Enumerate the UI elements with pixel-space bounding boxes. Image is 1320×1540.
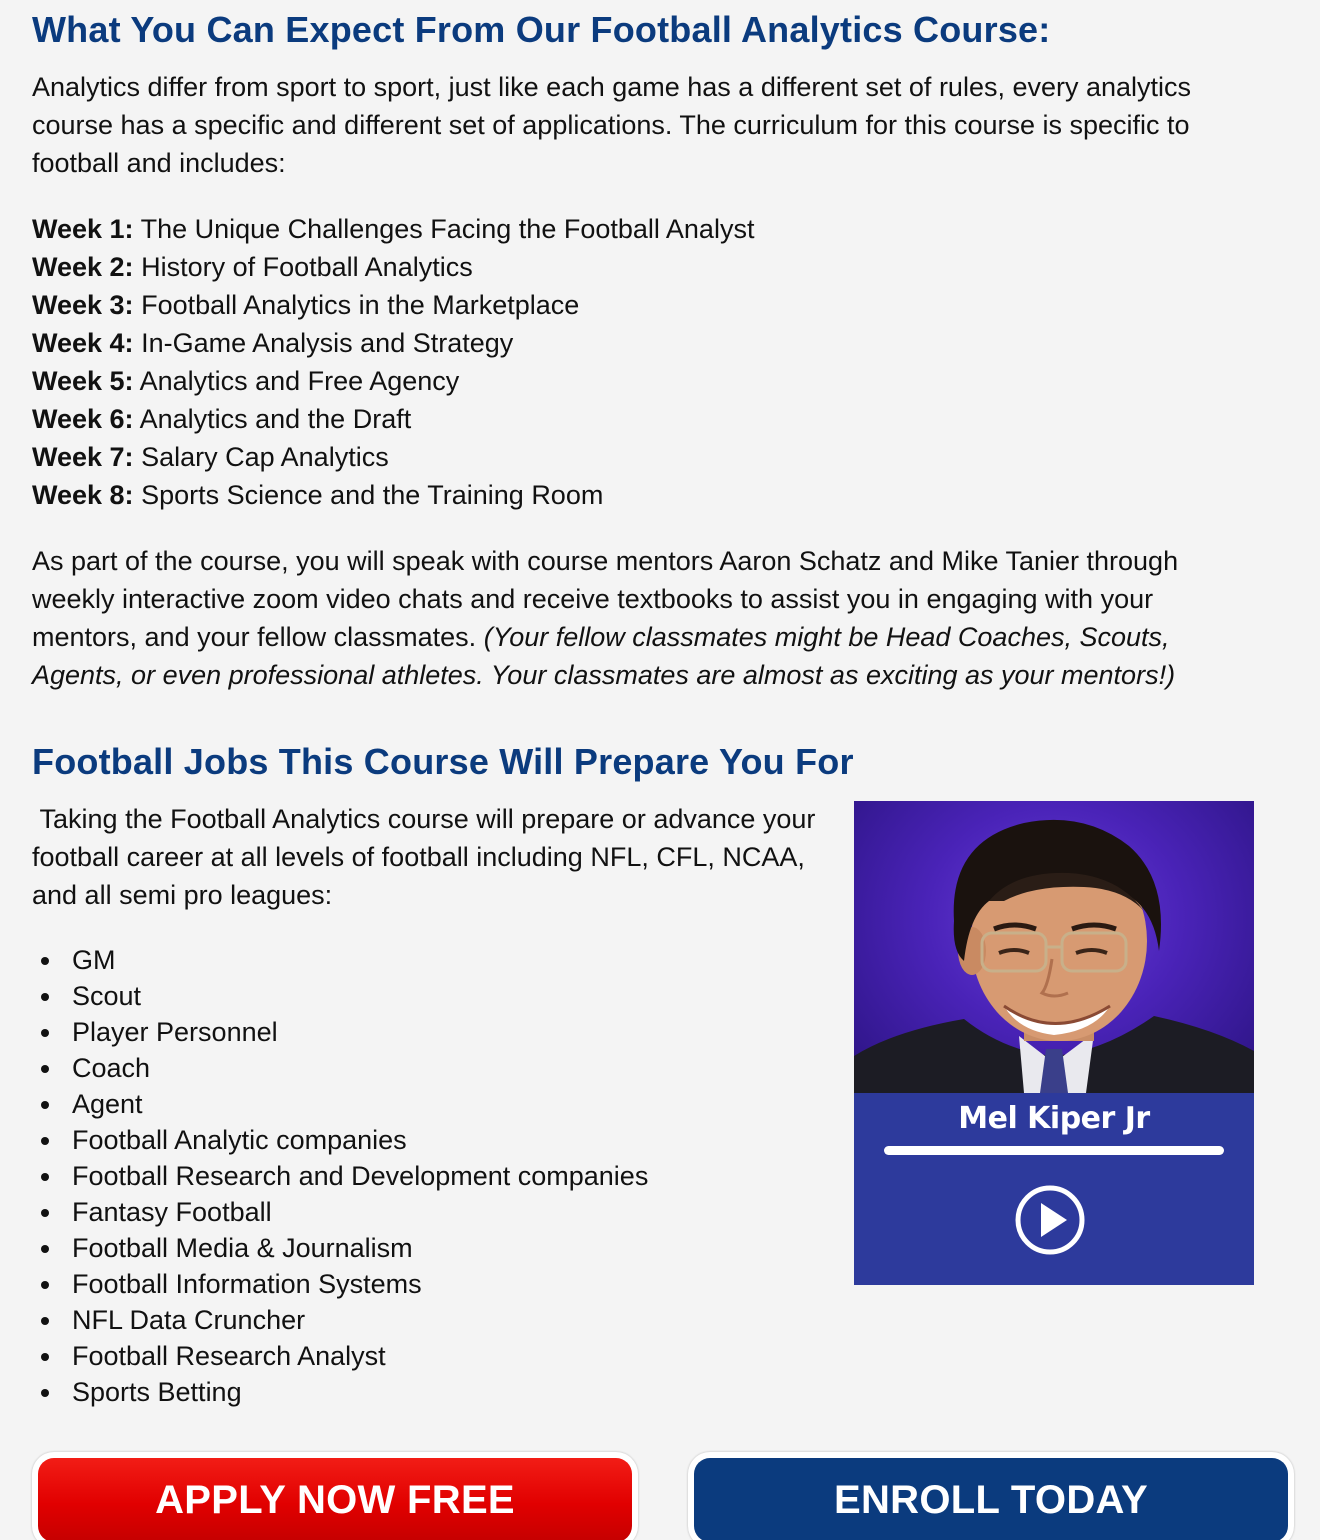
week-title: History of Football Analytics: [141, 252, 473, 282]
enroll-today-label: ENROLL TODAY: [694, 1458, 1288, 1540]
job-item: [32, 1086, 822, 1122]
week-title: Football Analytics in the Marketplace: [141, 290, 580, 320]
bullet-icon: [41, 1137, 49, 1145]
curriculum-intro: Analytics differ from sport to sport, just like each game has a different set of rules, every analytics course has a specific and different set of applications. The curriculum for this course is specific to football and includes:: [32, 72, 1192, 178]
week-item: [32, 324, 1262, 362]
curriculum-heading: What You Can Expect From Our Football Analytics Course:: [32, 9, 1051, 50]
week-item: [32, 476, 1262, 514]
mentor-photo: [854, 801, 1254, 1093]
week-item: [32, 248, 1262, 286]
job-item: [32, 1374, 822, 1410]
week-item: [32, 210, 1262, 248]
job-label: Player Personnel: [72, 1017, 278, 1047]
job-label: NFL Data Cruncher: [72, 1305, 306, 1335]
bullet-icon: [41, 1065, 49, 1073]
jobs-heading: Football Jobs This Course Will Prepare You For: [32, 741, 854, 782]
job-item: [32, 1302, 822, 1338]
week-item: [32, 362, 1262, 400]
week-label: Week 8:: [32, 480, 134, 510]
job-item: [32, 1338, 822, 1374]
mentors-text: As part of the course, you will speak with course mentors Aaron Schatz and Mike Tanier through weekly interactive zoom video chats and receive textbooks to assist you in engaging with your mentors, and your fellow classmates.: [32, 546, 1179, 652]
week-title: Analytics and the Draft: [139, 404, 412, 434]
week-item: [32, 438, 1262, 476]
job-label: Sports Betting: [72, 1377, 242, 1407]
job-label: Football Research Analyst: [72, 1341, 386, 1371]
bullet-icon: [41, 1245, 49, 1253]
job-item: [32, 1122, 822, 1158]
job-label: Football Information Systems: [72, 1269, 422, 1299]
week-item: [32, 400, 1262, 438]
bullet-icon: [41, 1281, 49, 1289]
bullet-icon: [41, 1029, 49, 1037]
apply-now-button[interactable]: [32, 1452, 638, 1540]
apply-now-label: APPLY NOW FREE: [38, 1458, 632, 1540]
week-title: In-Game Analysis and Strategy: [141, 328, 514, 358]
week-label: Week 6:: [32, 404, 134, 434]
week-title: The Unique Challenges Facing the Football Analyst: [140, 214, 755, 244]
week-title: Sports Science and the Training Room: [141, 480, 604, 510]
week-label: Week 7:: [32, 442, 134, 472]
bullet-icon: [41, 993, 49, 1001]
job-item: [32, 978, 822, 1014]
job-item: [32, 942, 822, 978]
job-label: Football Media & Journalism: [72, 1233, 413, 1263]
bullet-icon: [41, 957, 49, 965]
bullet-icon: [41, 1317, 49, 1325]
job-item: [32, 1266, 822, 1302]
mentor-portrait-illustration: [854, 801, 1254, 1093]
curriculum-week-list: [32, 210, 1262, 514]
week-label: Week 2:: [32, 252, 134, 282]
job-item: [32, 1158, 822, 1194]
job-label: Agent: [72, 1089, 143, 1119]
job-item: [32, 1014, 822, 1050]
enroll-today-button[interactable]: [688, 1452, 1294, 1540]
job-label: Coach: [72, 1053, 151, 1083]
job-label: Fantasy Football: [72, 1197, 272, 1227]
job-label: Scout: [72, 981, 142, 1011]
job-label: Football Research and Development companies: [72, 1161, 649, 1191]
bullet-icon: [41, 1209, 49, 1217]
week-label: Week 1:: [32, 214, 134, 244]
job-label: Football Analytic companies: [72, 1125, 407, 1155]
week-label: Week 3:: [32, 290, 134, 320]
week-label: Week 5:: [32, 366, 134, 396]
mentor-video-card[interactable]: [854, 801, 1254, 1285]
week-label: Week 4:: [32, 328, 134, 358]
mentors-paragraph: [32, 542, 1262, 694]
play-circle-icon[interactable]: [1014, 1184, 1086, 1256]
video-progress-bar[interactable]: [884, 1146, 1224, 1155]
job-item: [32, 1050, 822, 1086]
week-title: Salary Cap Analytics: [141, 442, 389, 472]
bullet-icon: [41, 1353, 49, 1361]
bullet-icon: [41, 1173, 49, 1181]
week-item: [32, 286, 1262, 324]
job-label: GM: [72, 945, 116, 975]
job-item: [32, 1230, 822, 1266]
jobs-intro: Taking the Football Analytics course will prepare or advance your football career at all levels of football including NFL, CFL, NCAA, and all semi pro leagues:: [32, 804, 823, 910]
jobs-list: [32, 942, 822, 1410]
mentor-name: Mel Kiper Jr: [958, 1101, 1150, 1136]
bullet-icon: [41, 1101, 49, 1109]
week-title: Analytics and Free Agency: [139, 366, 460, 396]
mentors-note: (Your fellow classmates might be Head Coaches, Scouts, Agents, or even professional athletes. Your classmates are almost as exciting as your mentors!): [32, 622, 1176, 690]
bullet-icon: [41, 1389, 49, 1397]
job-item: [32, 1194, 822, 1230]
